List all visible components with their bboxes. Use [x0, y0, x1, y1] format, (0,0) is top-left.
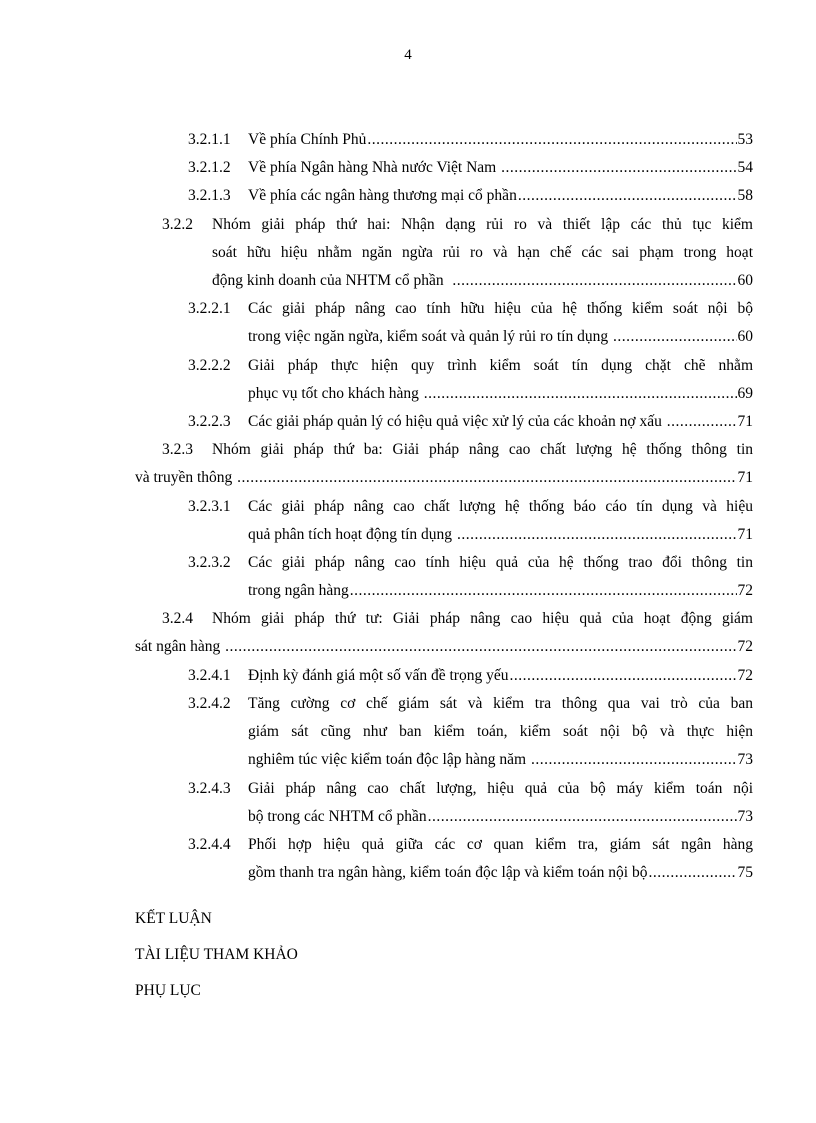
dot-leader — [501, 154, 736, 182]
end-section-heading[interactable]: TÀI LIỆU THAM KHẢO — [135, 946, 298, 963]
toc-entry-number: 3.2.4.4 — [188, 836, 231, 853]
toc-page-number: 73 — [737, 807, 753, 825]
toc-entry-title: giám sát cũng như ban kiểm toán, kiểm soát nội bộ và thực hiện — [248, 723, 753, 740]
toc-entry-title: trong ngân hàng — [248, 582, 349, 599]
toc-entry-title: Nhóm giải pháp thứ tư: Giải pháp nâng cao hiệu quả của hoạt động giám — [212, 610, 753, 628]
toc-entry-title: Giải pháp nâng cao chất lượng, hiệu quả của bộ máy kiểm toán nội — [248, 779, 753, 797]
toc-entry-title: Tăng cường cơ chế giám sát và kiểm tra thông qua vai trò của ban — [248, 695, 753, 712]
toc-page-number: 58 — [737, 187, 753, 205]
toc-page-number: 73 — [737, 751, 753, 768]
toc-page-number: 72 — [737, 582, 753, 599]
end-section-heading[interactable]: PHỤ LỤC — [135, 982, 201, 999]
toc-entry-title: Các giải pháp nâng cao tính hữu hiệu của hệ thống kiểm soát nội bộ — [248, 300, 753, 318]
toc-entry-title: Về phía Ngân hàng Nhà nước Việt Nam — [248, 159, 501, 177]
toc-page-number: 69 — [737, 384, 753, 402]
dot-leader — [531, 746, 737, 774]
toc-entry-number: 3.2.4.1 — [188, 666, 231, 684]
toc-entry-title: Nhóm giải pháp thứ ba: Giải pháp nâng cao chất lượng hệ thống thông tin — [212, 441, 753, 459]
toc-page-number: 72 — [737, 638, 753, 656]
page-number: 4 — [404, 47, 412, 63]
toc-entry-title: phục vụ tốt cho khách hàng — [248, 384, 423, 402]
dot-leader — [509, 662, 736, 690]
dot-leader — [424, 380, 737, 408]
toc-entry-title: Nhóm giải pháp thứ hai: Nhận dạng rủi ro và thiết lập các thủ tục kiểm — [212, 215, 753, 233]
toc-entry-number: 3.2.4.2 — [188, 695, 231, 712]
toc-page-number: 71 — [737, 413, 753, 430]
toc-entry-number: 3.2.3 — [162, 441, 193, 459]
toc-entry-number: 3.2.2 — [162, 215, 193, 233]
toc-entry-number: 3.2.4 — [162, 610, 193, 628]
toc-entry-title: Các giải pháp quản lý có hiệu quả việc xử lý của các khoản nợ xấu — [248, 413, 666, 430]
toc-page-number: 71 — [737, 525, 753, 543]
toc-entry-title: bộ trong các NHTM cổ phần — [248, 807, 427, 825]
toc-entry-title: trong việc ngăn ngừa, kiểm soát và quản lý rủi ro tín dụng — [248, 328, 612, 346]
dot-leader — [613, 323, 737, 351]
toc-entry-title: và truyền thông — [135, 469, 237, 487]
toc-entry-number: 3.2.2.3 — [188, 413, 231, 430]
dot-leader — [428, 803, 737, 831]
toc-entry-title: Phối hợp hiệu quả giữa các cơ quan kiểm tra, giám sát ngân hàng — [248, 836, 753, 853]
dot-leader — [452, 267, 736, 295]
toc-entry-number: 3.2.4.3 — [188, 779, 231, 797]
toc-entry-title: Về phía Chính Phủ — [248, 131, 367, 148]
toc-entry-number: 3.2.2.1 — [188, 300, 231, 318]
toc-page-number: 71 — [737, 469, 753, 487]
dot-leader — [237, 464, 736, 492]
toc-page-number: 72 — [737, 666, 753, 684]
dot-leader — [667, 408, 737, 436]
end-section-heading[interactable]: KẾT LUẬN — [135, 910, 212, 927]
toc-entry-title: gồm thanh tra ngân hàng, kiểm toán độc lập và kiểm toán nội bộ — [248, 864, 648, 881]
toc-entry-number: 3.2.1.2 — [188, 159, 231, 177]
toc-entry-title: động kinh doanh của NHTM cổ phần — [212, 271, 452, 289]
toc-entry-title: quả phân tích hoạt động tín dụng — [248, 525, 456, 543]
toc-page-number: 53 — [737, 131, 753, 148]
toc-entry-number: 3.2.3.1 — [188, 497, 231, 515]
toc-entry-title: soát hữu hiệu nhằm ngăn ngừa rủi ro và hạn chế các sai phạm trong hoạt — [212, 243, 753, 261]
dot-leader — [367, 126, 736, 154]
toc-page-number: 60 — [737, 328, 753, 346]
toc-page-number: 54 — [737, 159, 753, 177]
toc-entry-title: Giải pháp thực hiện quy trình kiểm soát tín dụng chặt chẽ nhằm — [248, 356, 753, 374]
dot-leader — [518, 182, 737, 210]
toc-entry-title: nghiêm túc việc kiểm toán độc lập hàng năm — [248, 751, 530, 768]
dot-leader — [457, 521, 737, 549]
dot-leader — [225, 633, 736, 661]
toc-entry-number: 3.2.2.2 — [188, 356, 231, 374]
toc-entry-title: Các giải pháp nâng cao tính hiệu quả của hệ thống trao đổi thông tin — [248, 554, 753, 571]
toc-entry-number: 3.2.3.2 — [188, 554, 231, 571]
toc-entry-number: 3.2.1.3 — [188, 187, 231, 205]
toc-entry-title: Các giải pháp nâng cao chất lượng hệ thống báo cáo tín dụng và hiệu — [248, 497, 753, 515]
toc-page-number: 60 — [737, 271, 753, 289]
dot-leader — [350, 577, 737, 605]
toc-entry-number: 3.2.1.1 — [188, 131, 231, 148]
toc-entry-title: Về phía các ngân hàng thương mại cổ phần — [248, 187, 517, 205]
toc-entry-title: Định kỳ đánh giá một số vấn đề trọng yếu — [248, 666, 509, 684]
toc-entry-title: sát ngân hàng — [135, 638, 225, 656]
toc-page-number: 75 — [737, 864, 753, 881]
dot-leader — [648, 859, 736, 887]
